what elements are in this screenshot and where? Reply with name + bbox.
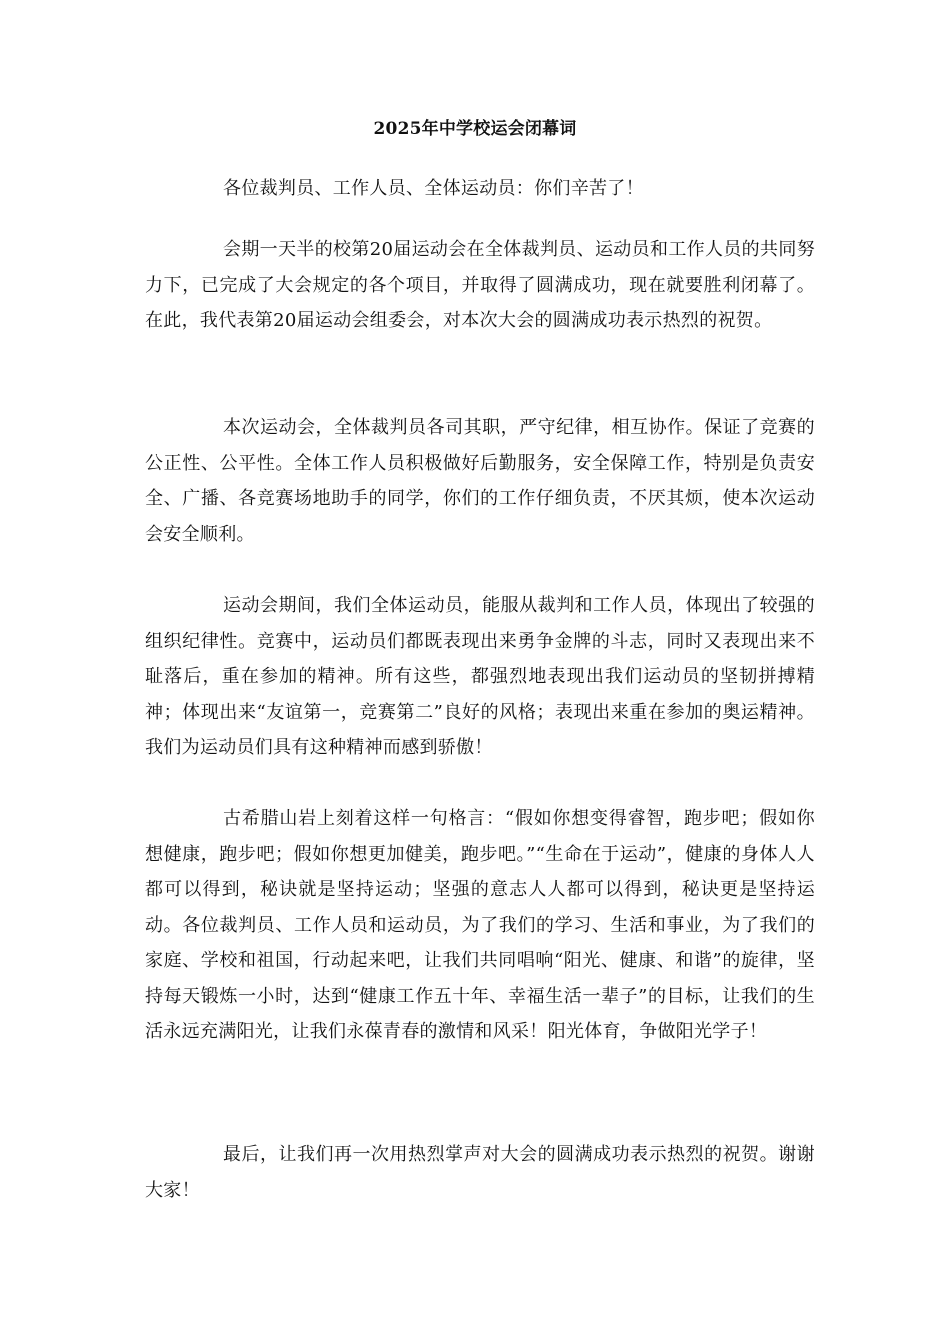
referees-paragraph: 本次运动会，全体裁判员各司其职，严守纪律，相互协作。保证了竞赛的公正性、公平性。全体工作人员积极做好后勤服务，安全保障工作，特别是负责安全、广播、各竞赛场地助手的同学，你们的工作仔细负责，不厌其烦，使本次运动会安全顺利。 bbox=[145, 417, 815, 545]
opening-paragraph: 会期一天半的校第20届运动会在全体裁判员、运动员和工作人员的共同努力下，已完成了大会规定的各个项目，并取得了圆满成功，现在就要胜利闭幕了。在此，我代表第20届运动会组委会，对本次大会的圆满成功表示热烈的祝贺。 bbox=[145, 239, 815, 331]
document-title: 2025年中学校运会闭幕词 bbox=[373, 119, 577, 139]
closing-paragraph: 最后，让我们再一次用热烈掌声对大会的圆满成功表示热烈的祝贺。谢谢大家！ bbox=[145, 1144, 815, 1201]
athletes-paragraph: 运动会期间，我们全体运动员，能服从裁判和工作人员，体现出了较强的组织纪律性。竞赛中，运动员们都既表现出来勇争金牌的斗志，同时又表现出来不耻落后，重在参加的精神。所有这些，都强烈地表现出我们运动员的坚韧拼搏精神；体现出来“友谊第一，竞赛第二”良好的风格；表现出来重在参加的奥运精神。我们为运动员们具有这种精神而感到骄傲！ bbox=[145, 595, 815, 758]
motto-paragraph: 古希腊山岩上刻着这样一句格言：“假如你想变得睿智，跑步吧；假如你想健康，跑步吧；假如你想更加健美，跑步吧。”“生命在于运动”，健康的身体人人都可以得到，秘诀就是坚持运动；坚强的意志人人都可以得到，秘诀更是坚持运动。各位裁判员、工作人员和运动员，为了我们的学习、生活和事业，为了我们的家庭、学校和祖国，行动起来吧，让我们共同唱响“阳光、健康、和谐”的旋律，坚持每天锻炼一小时，达到“健康工作五十年、幸福生活一辈子”的目标，让我们的生活永远充满阳光，让我们永葆青春的激情和风采！阳光体育，争做阳光学子！ bbox=[145, 808, 815, 1042]
greeting-paragraph: 各位裁判员、工作人员、全体运动员：你们辛苦了！ bbox=[223, 178, 644, 199]
